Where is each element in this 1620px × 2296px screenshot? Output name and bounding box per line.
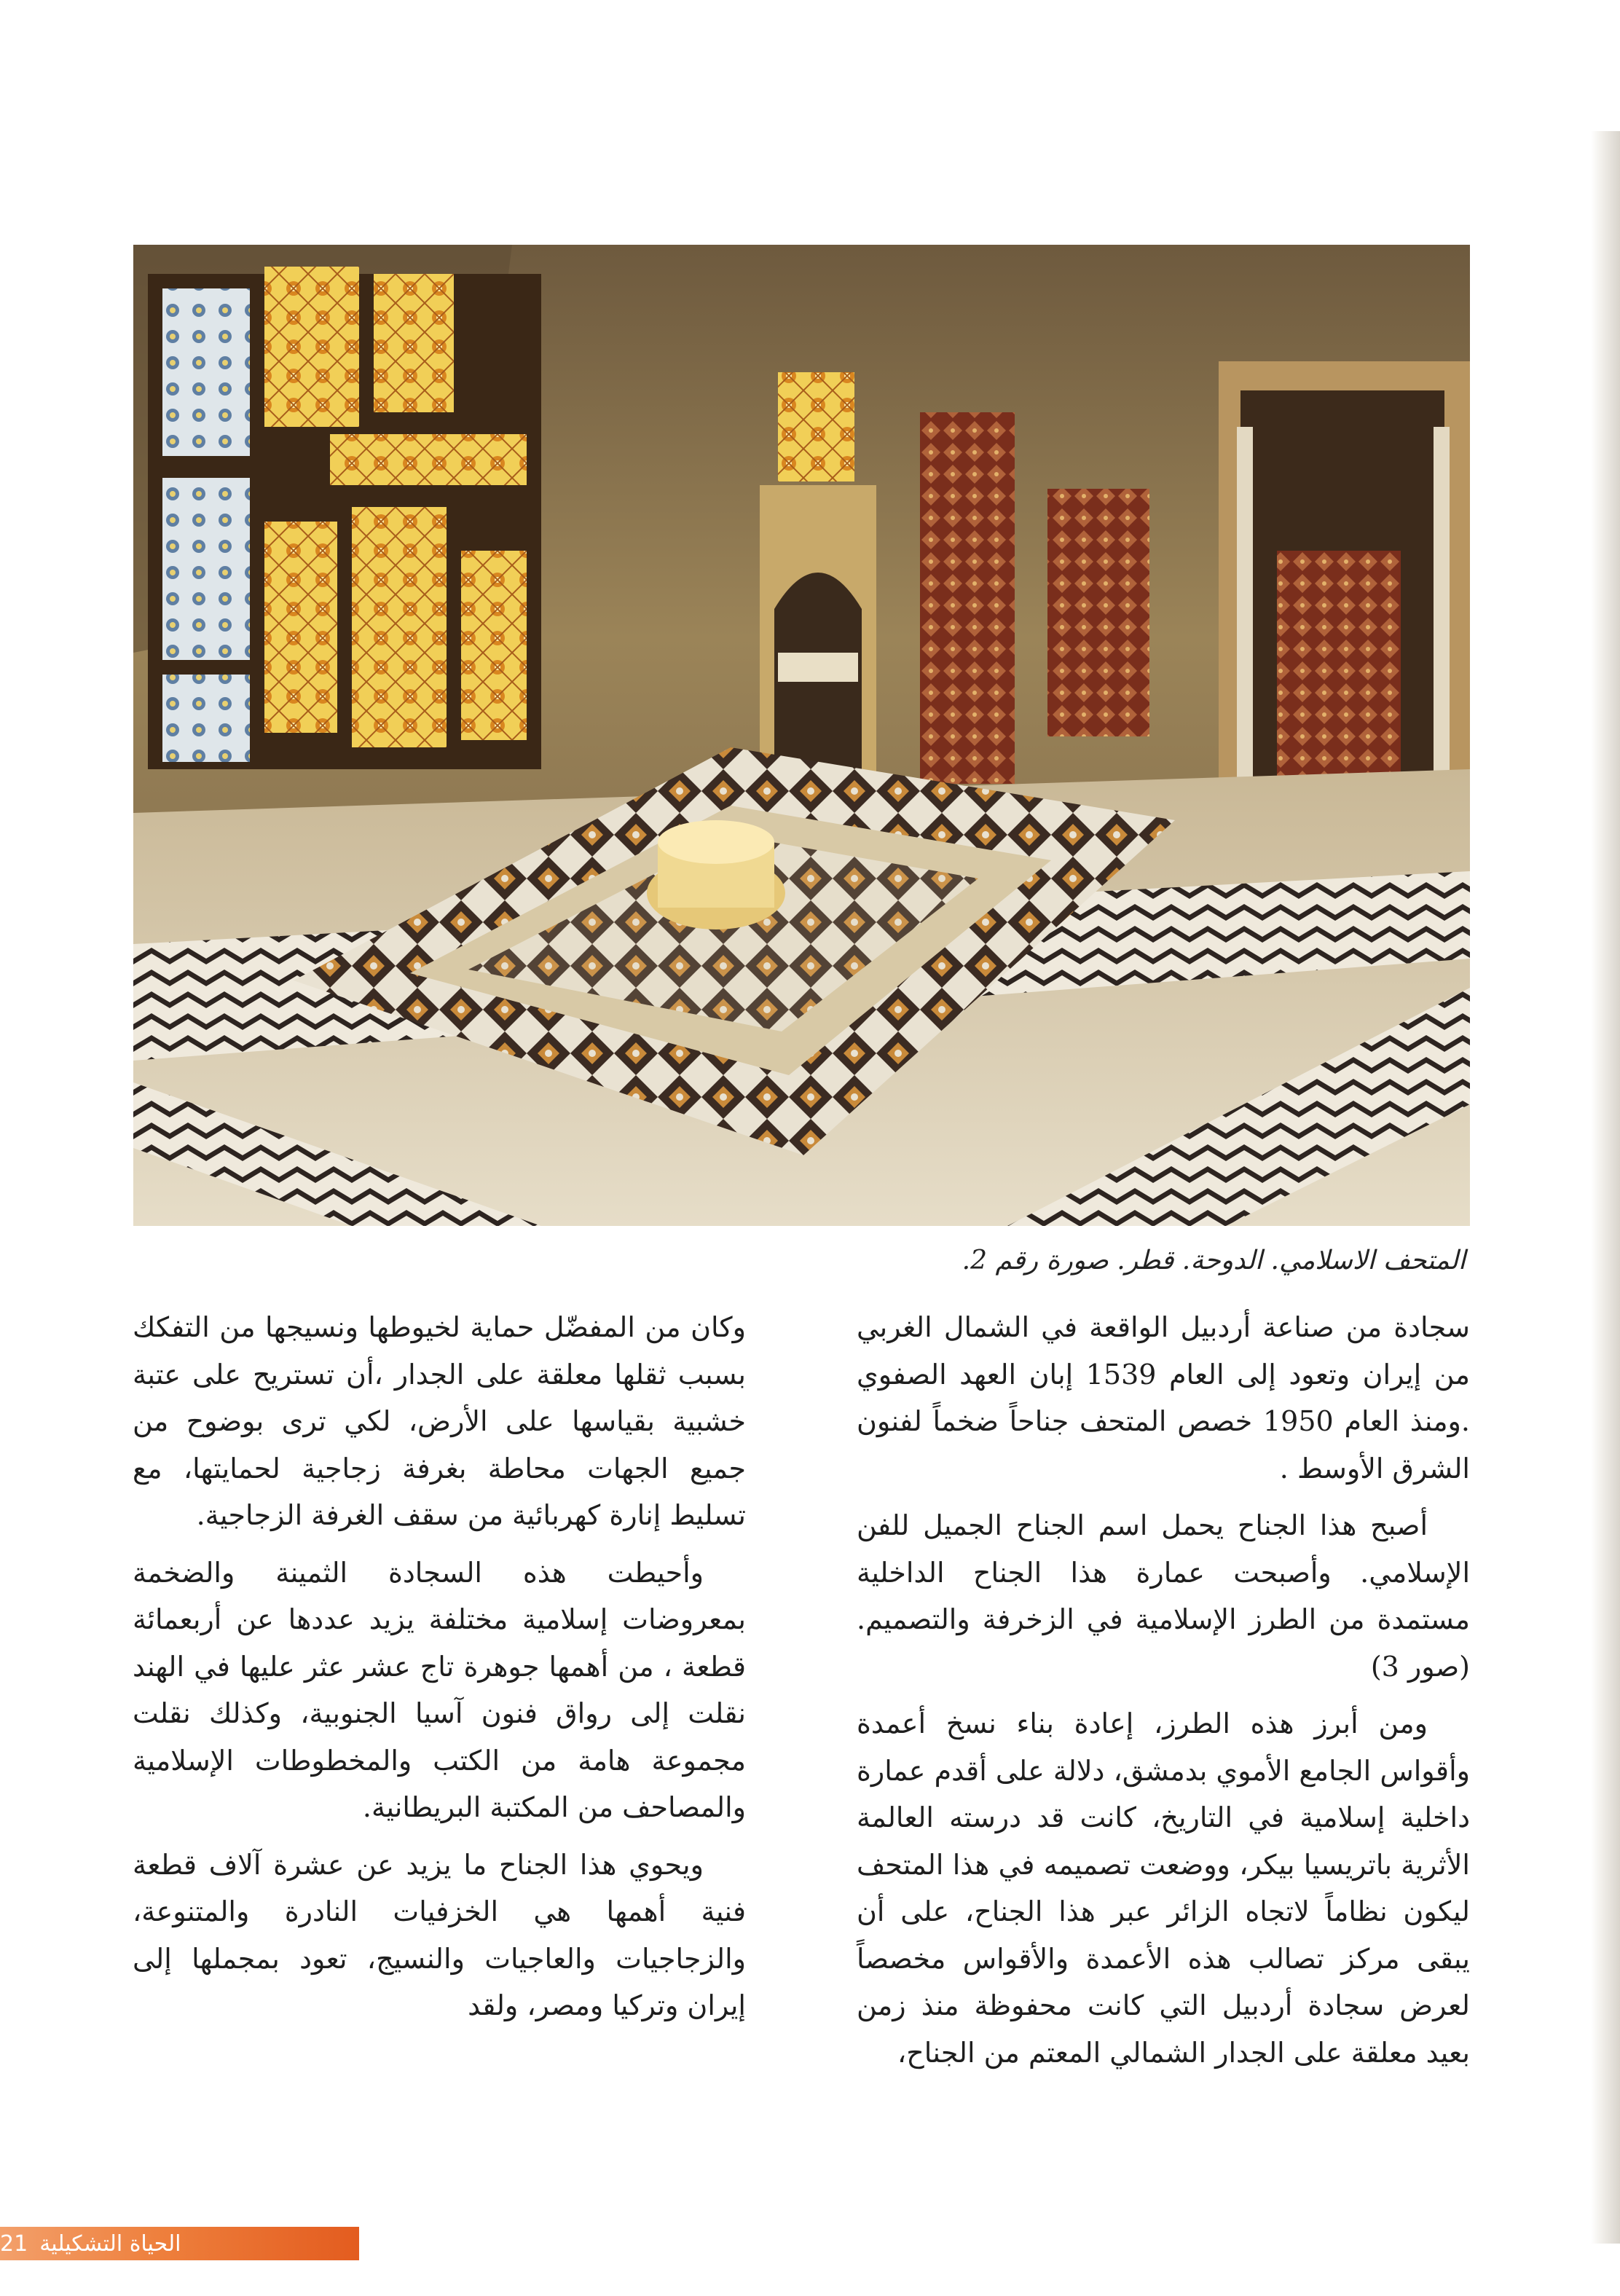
paragraph: وكان من المفضّل حماية لخيوطها ونسيجها من التفكك بسبب ثقلها معلقة على الجدار ،أن تستريح على عتبة خشبية بقياسها على الأرض، لكي ترى بوضوح من جميع الجهات محاطة بغرفة زجاجية لحمايتها، مع تسليط إنارة كهربائية من سقف الغرفة الزجاجية. xyxy=(133,1311,746,1531)
article-column-left xyxy=(133,1304,746,2040)
museum-room-photo xyxy=(133,245,1470,1226)
paragraph: وأحيطت هذه السجادة الثمينة والضخمة بمعروضات إسلامية مختلفة يزيد عددها عن أربعمائة قطعة ، من أهمها جوهرة تاج عشر عثر عليها في الهند نقلت إلى رواق فنون آسيا الجنوبية، وكذلك نقلت مجموعة هامة من الكتب والمخطوطات الإسلامية والمصاحف من المكتبة البريطانية. xyxy=(133,1556,746,1823)
paragraph: ويحوي هذا الجناح ما يزيد عن عشرة آلاف قطعة فنية أهمها هي الخزفيات النادرة والمتنوعة، والزجاجيات والعاجيات والنسيج، تعود بمجملها إلى إيران وتركيا ومصر، ولقد xyxy=(133,1848,746,2021)
page-edge-shadow xyxy=(1591,131,1620,2244)
article-column-right xyxy=(857,1304,1470,2086)
paragraph: سجادة من صناعة أردبيل الواقعة في الشمال الغربي من إيران وتعود إلى العام 1539 إبان العهد الصفوي .ومنذ العام 1950 خصص المتحف جناحاً ضخماً لفنون الشرق الأوسط . xyxy=(857,1311,1470,1485)
paragraph: ومن أبرز هذه الطرز، إعادة بناء نسخ أعمدة وأقواس الجامع الأموي بدمشق، دلالة على أقدم عمارة داخلية إسلامية في التاريخ، كانت قد درسته العالمة الأثرية باتريسيا بيكر، ووضعت تصميمه في هذا المتحف ليكون نظاماً لاتجاه الزائر عبر هذا الجناح، على أن يبقى مركز تصالب هذه الأعمدة والأقواس مخصصاً لعرض سجادة أردبيل التي كانت محفوظة منذ زمن بعيد معلقة على الجدار الشمالي المعتم من الجناح، xyxy=(857,1707,1470,2069)
page-number: 21 xyxy=(0,2230,28,2257)
paragraph: أصبح هذا الجناح يحمل اسم الجناح الجميل للفن الإسلامي. وأصبحت عمارة هذا الجناح الداخلية مستمدة من الطرز الإسلامية في الزخرفة والتصميم.(صور 3) xyxy=(857,1509,1470,1683)
magazine-title: الحياة التشكيلية xyxy=(39,2230,181,2257)
page-footer xyxy=(0,2227,359,2260)
photo-caption: المتحف الاسلامي. الدوحة. قطر. صورة رقم 2. xyxy=(962,1246,1466,1275)
photo-illustration xyxy=(133,245,1470,1226)
